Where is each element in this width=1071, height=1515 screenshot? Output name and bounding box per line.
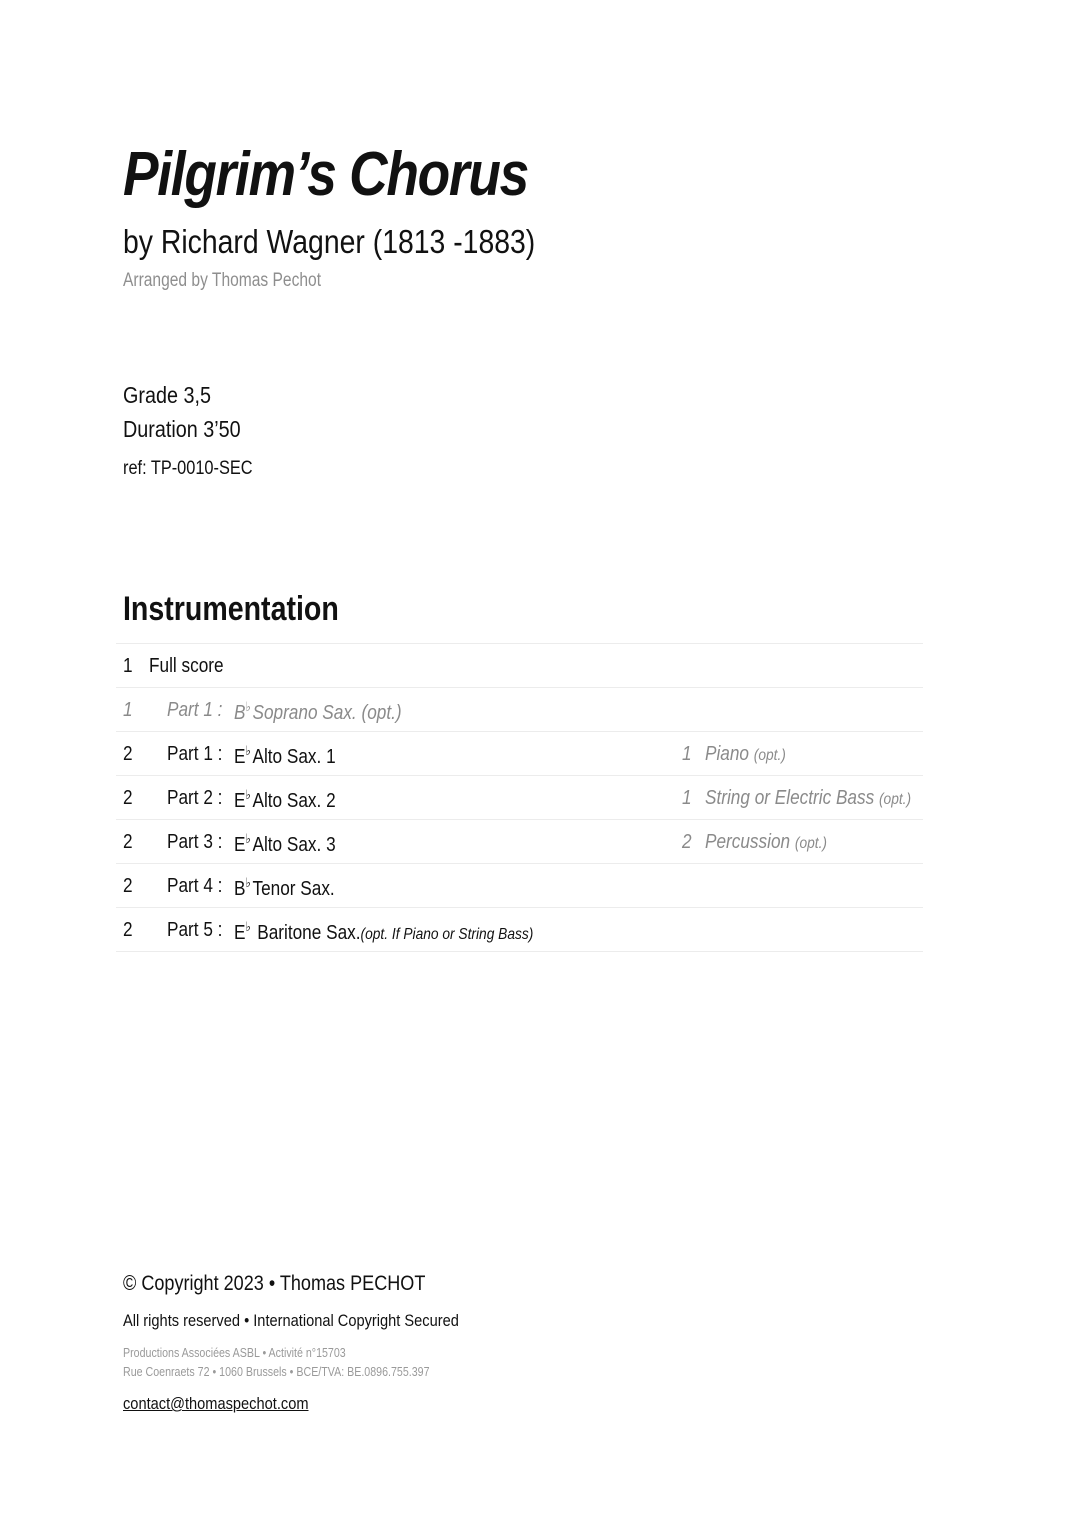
key-letter: E: [234, 746, 246, 768]
flat-sign: ♭: [245, 919, 251, 934]
instrument-name-right: [705, 743, 786, 766]
instrument-label: Tenor Sax.: [252, 878, 335, 900]
table-row-full-score: [116, 644, 923, 688]
instrumentation-table: [116, 643, 923, 952]
instrument-label: Alto Sax. 1: [252, 746, 336, 768]
instrument-name: [234, 699, 402, 725]
instrument-label: Alto Sax. 3: [252, 834, 336, 856]
instrument-name: Full score: [149, 655, 224, 677]
optional-note: (opt. If Piano or String Bass): [360, 926, 534, 943]
score-title: Pilgrim’s Chorus: [123, 140, 529, 209]
part-label: Part 2 :: [167, 787, 223, 809]
key-letter: B: [234, 878, 246, 900]
quantity-right: 1: [682, 787, 692, 809]
contact-email-link[interactable]: contact@thomaspechot.com: [123, 1394, 309, 1413]
instrument-label: Percussion: [705, 831, 791, 853]
duration-text: Duration 3’50: [123, 416, 241, 442]
flat-sign: ♭: [245, 699, 251, 714]
instrumentation-heading: Instrumentation: [123, 590, 339, 628]
table-row: [116, 820, 923, 864]
part-label: Part 4 :: [167, 875, 223, 897]
grade-text: Grade 3,5: [123, 382, 211, 408]
optional-note: (opt.): [753, 747, 786, 764]
arranger-line: Arranged by Thomas Pechot: [123, 270, 322, 291]
instrument-name: [234, 743, 336, 769]
instrument-label: String or Electric Bass: [705, 787, 875, 809]
quantity: 2: [123, 743, 133, 765]
optional-note: (opt.): [794, 835, 827, 852]
part-label: Part 1 :: [167, 699, 223, 721]
key-letter: B: [234, 702, 246, 724]
table-row: [116, 776, 923, 820]
key-letter: E: [234, 922, 246, 944]
table-row: [116, 688, 923, 732]
instrument-name: [234, 875, 335, 901]
instrument-name: [234, 919, 533, 945]
quantity-right: 1: [682, 743, 692, 765]
flat-sign: ♭: [245, 787, 251, 802]
part-label: Part 1 :: [167, 743, 223, 765]
table-row: [116, 864, 923, 908]
quantity: 2: [123, 831, 133, 853]
production-info-line-2: Rue Coenraets 72 • 1060 Brussels • BCE/TVA: BE.0896.755.397: [123, 1364, 430, 1379]
instrument-label: Baritone Sax.: [252, 922, 361, 944]
copyright-line: © Copyright 2023 • Thomas PECHOT: [123, 1272, 426, 1295]
quantity: 1: [123, 699, 133, 721]
quantity: 2: [123, 787, 133, 809]
instrument-name: [234, 787, 336, 813]
instrument-name-right: [705, 787, 911, 810]
part-label: Part 5 :: [167, 919, 223, 941]
composer-line: by Richard Wagner (1813 -1883): [123, 223, 536, 260]
instrument-label: Soprano Sax. (opt.): [252, 702, 402, 724]
reference-code: ref: TP-0010-SEC: [123, 458, 253, 479]
instrument-name: [234, 831, 336, 857]
quantity: 2: [123, 919, 133, 941]
quantity: 1: [123, 655, 133, 677]
instrument-label: Alto Sax. 2: [252, 790, 336, 812]
key-letter: E: [234, 790, 246, 812]
production-info-line-1: Productions Associées ASBL • Activité n°15703: [123, 1345, 346, 1360]
table-row: [116, 732, 923, 776]
table-row: [116, 908, 923, 952]
instrument-name-right: [705, 831, 827, 854]
flat-sign: ♭: [245, 831, 251, 846]
quantity: 2: [123, 875, 133, 897]
rights-line: All rights reserved • International Copyright Secured: [123, 1311, 459, 1330]
part-label: Part 3 :: [167, 831, 223, 853]
optional-note: (opt.): [878, 791, 912, 808]
key-letter: E: [234, 834, 246, 856]
flat-sign: ♭: [245, 875, 251, 890]
flat-sign: ♭: [245, 743, 251, 758]
instrument-label: Piano: [705, 743, 749, 765]
quantity-right: 2: [682, 831, 692, 853]
